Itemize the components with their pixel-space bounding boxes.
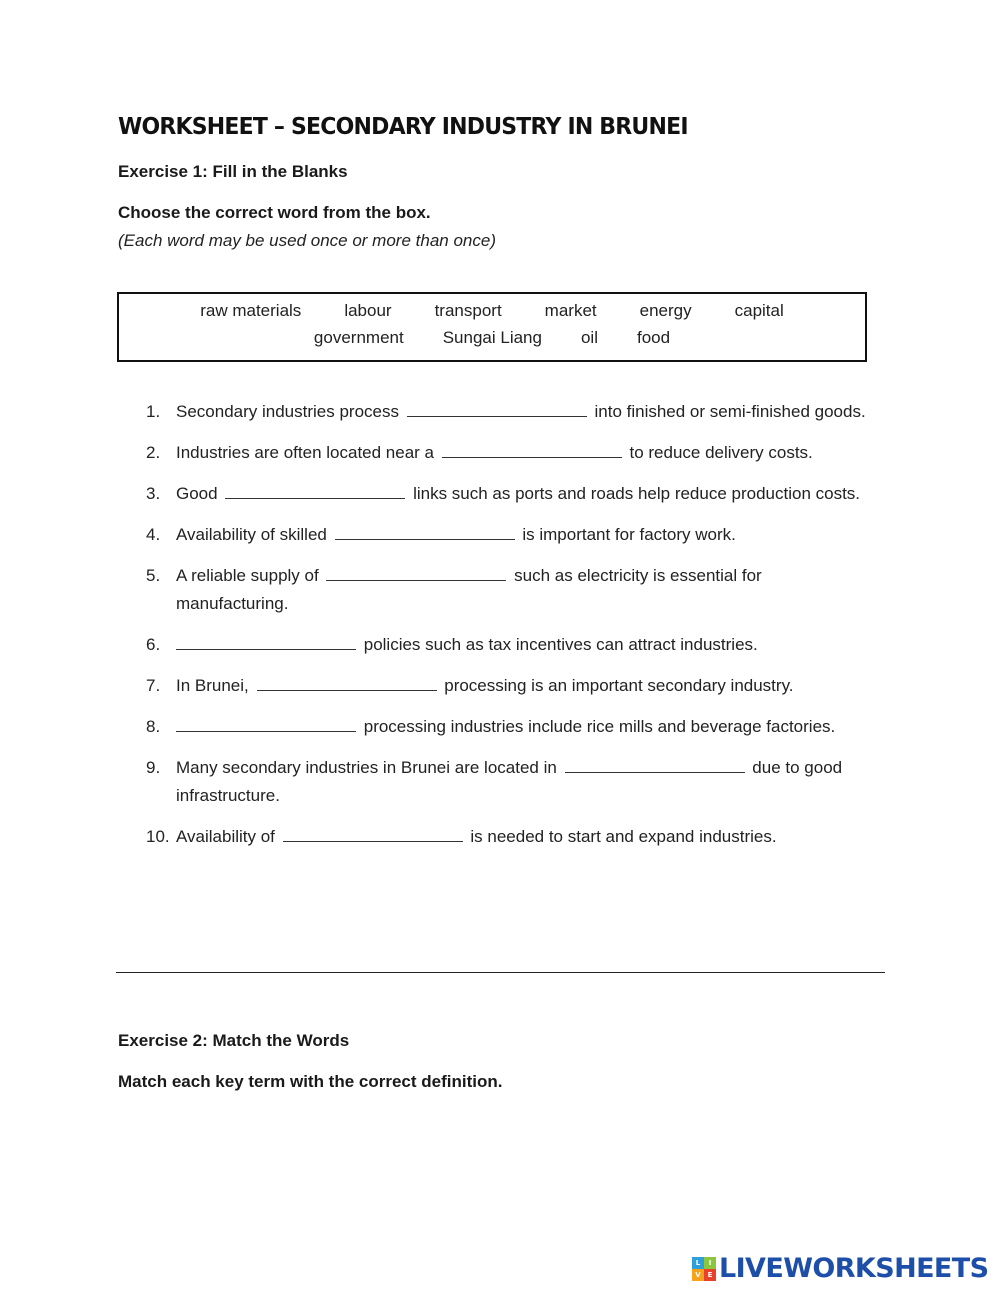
word-bank-item: market (544, 301, 597, 320)
exercise1-heading: Exercise 1: Fill in the Blanks (118, 162, 348, 181)
question-number: 5. (146, 566, 161, 585)
exercise2-instruction: Match each key term with the correct definition. (118, 1072, 503, 1091)
question-item (146, 480, 876, 508)
question-text-before: Secondary industries process (176, 402, 400, 421)
word-bank-item: oil (580, 328, 598, 347)
question-item (146, 521, 876, 549)
word-bank-item: transport (434, 301, 502, 320)
question-number: 7. (146, 676, 161, 695)
question-text-after: due to good infrastructure. (176, 758, 843, 805)
question-number: 2. (146, 443, 161, 462)
word-bank-item: food (636, 328, 671, 347)
brand-name: LIVEWORKSHEETS (719, 1253, 989, 1284)
question-text-before: Many secondary industries in Brunei are located in (176, 758, 557, 777)
word-bank-item: raw materials (200, 301, 302, 320)
question-text-after: policies such as tax incentives can attract industries. (363, 635, 758, 654)
question-text-after: is needed to start and expand industries. (470, 827, 777, 846)
answer-blank[interactable] (326, 562, 506, 581)
word-bank-item: government (313, 328, 404, 347)
question-number: 8. (146, 717, 161, 736)
question-number: 9. (146, 758, 161, 777)
exercise1-instruction: Choose the correct word from the box. (118, 203, 431, 222)
liveworksheets-brand[interactable] (692, 1254, 988, 1284)
exercise1-note: (Each word may be used once or more than once) (118, 231, 496, 250)
question-item (146, 754, 876, 810)
question-item (146, 713, 876, 741)
question-item (146, 398, 876, 426)
answer-blank[interactable] (176, 631, 356, 650)
section-divider (116, 972, 885, 973)
question-item (146, 562, 876, 618)
worksheet-title: WORKSHEET – SECONDARY INDUSTRY IN BRUNEI (118, 114, 688, 141)
word-bank-box (117, 292, 867, 362)
question-text-after: into finished or semi-finished goods. (594, 402, 866, 421)
liveworksheets-logo-icon (692, 1257, 716, 1281)
question-item (146, 439, 876, 467)
question-text-after: links such as ports and roads help reduce production costs. (413, 484, 861, 503)
answer-blank[interactable] (283, 823, 463, 842)
answer-blank[interactable] (176, 713, 356, 732)
question-text-before: Availability of skilled (176, 525, 327, 544)
answer-blank[interactable] (257, 672, 437, 691)
question-text-before: Availability of (176, 827, 275, 846)
question-number: 4. (146, 525, 161, 544)
answer-blank[interactable] (335, 521, 515, 540)
question-item (146, 672, 876, 700)
question-text-before: A reliable supply of (176, 566, 319, 585)
word-bank-item: capital (734, 301, 784, 320)
logo-letter: L (692, 1257, 704, 1269)
question-text-before: Good (176, 484, 218, 503)
question-text-before: Industries are often located near a (176, 443, 434, 462)
answer-blank[interactable] (565, 754, 745, 773)
logo-letter: I (704, 1257, 716, 1269)
exercise2-heading: Exercise 2: Match the Words (118, 1031, 350, 1050)
question-number: 6. (146, 635, 161, 654)
word-bank-item: Sungai Liang (442, 328, 542, 347)
question-text-after: processing industries include rice mills and beverage factories. (363, 717, 836, 736)
answer-blank[interactable] (407, 398, 587, 417)
question-number: 3. (146, 484, 161, 503)
question-number: 1. (146, 402, 161, 421)
question-text-after: processing is an important secondary industry. (444, 676, 794, 695)
answer-blank[interactable] (225, 480, 405, 499)
question-item (146, 823, 876, 851)
logo-letter: V (692, 1269, 704, 1281)
logo-letter: E (704, 1269, 716, 1281)
word-bank-row-2 (119, 328, 865, 348)
question-text-after: is important for factory work. (522, 525, 736, 544)
question-text-after: to reduce delivery costs. (629, 443, 813, 462)
question-item (146, 631, 876, 659)
question-text-after: such as electricity is essential for manufacturing. (176, 566, 762, 613)
word-bank-item: labour (344, 301, 392, 320)
question-number: 10. (146, 827, 170, 846)
question-list (146, 398, 876, 864)
word-bank-row-1 (119, 301, 865, 321)
word-bank-item: energy (639, 301, 692, 320)
answer-blank[interactable] (442, 439, 622, 458)
question-text-before: In Brunei, (176, 676, 249, 695)
